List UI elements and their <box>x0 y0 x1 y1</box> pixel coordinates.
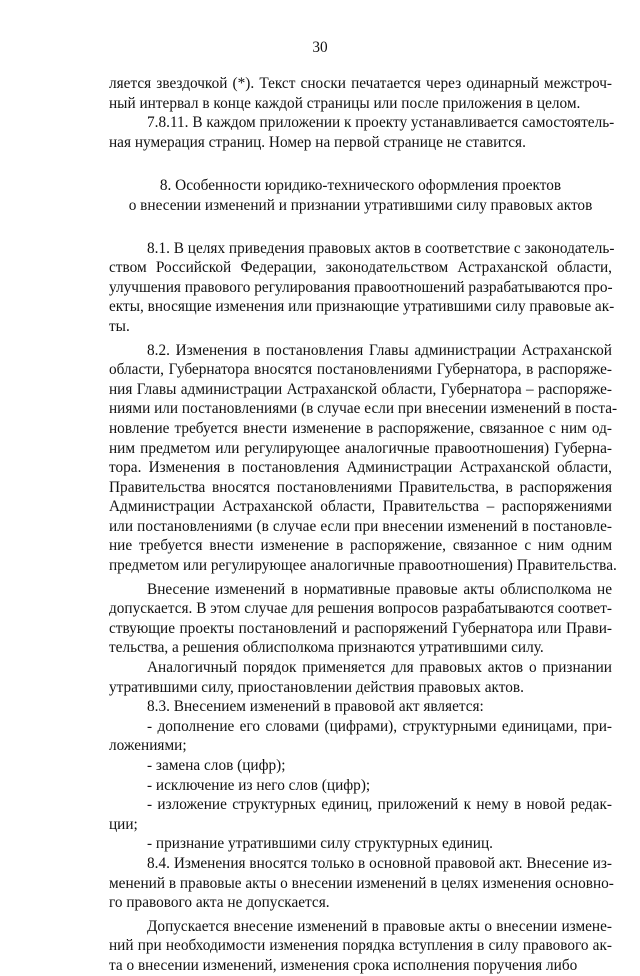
text-line: та о внесении изменений, изменения срока исполнения поручения либо <box>109 956 578 974</box>
section-heading-line: 8. Особенности юридико-технического оформления проектов <box>159 177 562 195</box>
text-line: - исключение из него слов (цифр); <box>147 776 371 794</box>
text-line: ляется звездочкой (*). Текст сноски печатается через одинарный межстроч- <box>109 75 612 92</box>
text-line: предметом или регулирующее аналогичные правоотношения) Правительства. <box>109 557 617 575</box>
list-item <box>109 795 612 834</box>
section-heading <box>109 176 612 215</box>
paragraph <box>109 113 615 152</box>
text-line: ции; <box>109 815 138 833</box>
text-line: Администрации Астраханской области, Правительства – распоряжениями <box>109 498 612 516</box>
text-line: ниями или постановлениями (в случае если при внесении изменений в поста- <box>109 400 618 418</box>
document-body <box>109 74 618 976</box>
text-line: - дополнение его словами (цифрами), структурными единицами, при- <box>147 717 612 735</box>
paragraph <box>109 341 618 576</box>
list-item <box>109 776 612 796</box>
text-line: улучшения правового регулирования правоотношений разрабатываются про- <box>109 278 613 296</box>
text-line: - замена слов (цифр); <box>147 757 286 774</box>
text-line: 8.2. Изменения в постановления Главы администрации Астраханской <box>147 341 612 359</box>
paragraph <box>109 854 612 913</box>
text-line: менений в правовые акты о внесении изменений в целях изменения основно- <box>109 874 614 892</box>
list-item <box>109 717 612 756</box>
text-line: ством Российской Федерации, законодательством Астраханской области, <box>109 259 612 277</box>
text-line: ний при необходимости изменения порядка вступления в силу правового ак- <box>109 937 612 955</box>
list-item <box>109 834 612 854</box>
text-line: 8.4. Изменения вносятся только в основной правовой акт. Внесение из- <box>147 854 612 872</box>
paragraph <box>109 580 612 658</box>
text-line: Допускается внесение изменений в правовые акты о внесении измене- <box>147 917 612 935</box>
text-line: - изложение структурных единиц, приложений к нему в новой редак- <box>147 796 612 814</box>
text-line: Правительства вносятся постановлениями Правительства, в распоряжения <box>109 478 612 496</box>
text-line: ним предметом или регулирующее аналогичные правоотношения) Губерна- <box>109 439 612 457</box>
text-line: тельства, а решения облисполкома признаются утратившими силу. <box>109 639 544 657</box>
text-line: ная нумерация страниц. Номер на первой странице не ставится. <box>109 133 526 151</box>
text-line: тора. Изменения в постановления Администрации Астраханской области, <box>109 459 612 477</box>
paragraph <box>109 658 612 697</box>
text-line: - признание утратившими силу структурных единиц. <box>147 835 493 853</box>
text-line: ный интервал в конце каждой страницы или после приложения в целом. <box>109 94 581 112</box>
text-line: 7.8.11. В каждом приложении к проекту устанавливается самостоятель- <box>147 114 615 132</box>
text-line: ние требуется внести изменение в распоряжение, связанное с ним одним <box>109 537 612 555</box>
text-line: екты, вносящие изменения или признающие утратившими силу правовые ак- <box>109 298 615 316</box>
text-line: Аналогичный порядок применяется для правовых актов о признании <box>147 659 612 677</box>
text-line: Внесение изменений в нормативные правовые акты облисполкома не <box>147 580 612 598</box>
paragraph <box>109 697 612 717</box>
text-line: области, Губернатора вносятся постановлениями Губернатора, в распоряже- <box>109 361 612 379</box>
text-line: ния Главы администрации Астраханской области, Губернатора – распоряже- <box>109 380 612 398</box>
paragraph <box>109 74 612 113</box>
text-line: 8.1. В целях приведения правовых актов в соответствие с законодатель- <box>147 239 615 257</box>
text-line: го правового акта не допускается. <box>109 894 330 912</box>
paragraph <box>109 917 612 976</box>
text-line: ложениями; <box>109 737 187 755</box>
text-line: ты. <box>109 317 130 335</box>
text-line: 8.3. Внесением изменений в правовой акт является: <box>147 698 484 716</box>
text-line: допускается. В этом случае для решения вопросов разрабатываются соответ- <box>109 600 612 618</box>
page-number: 30 <box>312 39 328 56</box>
text-line: утратившими силу, приостановлении действия правовых актов. <box>109 678 524 696</box>
text-line: ствующие проекты постановлений и распоряжений Губернатора или Прави- <box>109 619 612 637</box>
list-item <box>109 756 612 776</box>
paragraph <box>109 239 615 337</box>
text-line: новление требуется внести изменение в распоряжение, связанное с ним од- <box>109 419 612 437</box>
text-line: или постановлениями (в случае если при внесении изменений в постановле- <box>109 517 612 535</box>
section-heading-line: о внесении изменений и признании утратившими силу правовых актов <box>128 196 593 214</box>
